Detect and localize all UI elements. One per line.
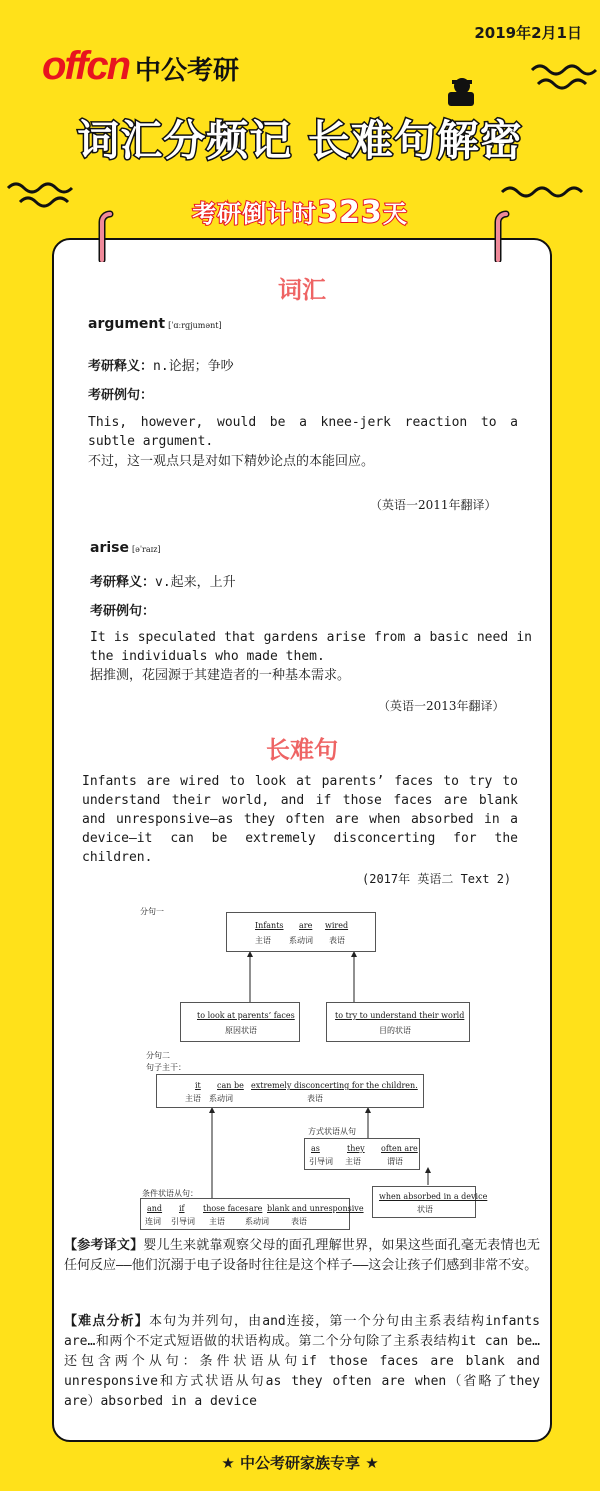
binder-hook-right-icon — [486, 206, 510, 262]
main-clause1-box: Infants are wired 主语 系动词 表语 — [226, 912, 376, 952]
logo-text-en: offcn — [42, 44, 130, 88]
example-label-1: 考研例句： — [88, 388, 154, 403]
vocab-word-text: argument — [88, 316, 166, 332]
trunk-label: 句子主干： — [146, 1063, 186, 1072]
squiggle-decoration-top-right — [530, 60, 600, 90]
footer-slogan: ★ 中公考研家族专享 ★ — [221, 1454, 379, 1472]
clause1-label: 分句一 — [140, 907, 164, 916]
example-cn-1: 不过，这一观点只是对如下精妙论点的本能回应。 — [88, 454, 375, 469]
difficulty-analysis — [64, 1312, 540, 1412]
vocab-section-title: 词汇 — [278, 276, 326, 304]
offcn-logo — [42, 44, 239, 89]
long-sentence-text: Infants are wired to look at parents’ faces to try to understand their world, and if those faces are blank and unresponsive—as they often are when absorbed in a device—it can be extremely disconcerting for the children. — [82, 774, 518, 865]
main-clause2-box: it can be extremely disconcerting for the children. 主语 系动词 表语 — [156, 1074, 424, 1108]
vocab-word-2 — [90, 540, 161, 556]
vocab-meaning-2 — [90, 571, 236, 590]
vocab-word-text: arise — [90, 540, 129, 556]
condition-clause-label: 条件状语从句： — [142, 1189, 198, 1198]
sentence-section-title: 长难句 — [266, 736, 338, 764]
analysis-text: 本句为并列句，由and连接，第一个分句由主系表结构infants are…和两个不定式短语做的状语构成。第二个分句除了主系表结构it can be… 还包含两个从句：条件状语从句if those faces are blank and unresponsive和方式状语从句as they often are when（省略了they are）absorbed in a device — [64, 1314, 540, 1409]
example-cn-2: 据推测，花园源于其建造者的一种基本需求。 — [90, 668, 351, 683]
example-en-2: It is speculated that gardens arise from a basic need in the individuals who made them. — [90, 630, 532, 664]
countdown-suffix: 天 — [382, 200, 408, 228]
headline-title: 词汇分频记 长难句解密 — [77, 116, 523, 165]
adv-reason-box: to look at parents’ faces 原因状语 — [180, 1002, 300, 1042]
sentence-structure-diagram — [138, 902, 488, 1232]
vocab-phonetic: [əˈraɪz] — [131, 545, 161, 554]
manner-clause-label: 方式状语从句 — [308, 1127, 356, 1136]
mascot-icon — [440, 72, 480, 112]
meaning-label: 考研释义： — [88, 359, 154, 374]
condition-clause-box: and if those faces are blank and unresponsive 连词 引导词 主语 系动词 表语 — [140, 1198, 350, 1230]
meaning-label: 考研释义： — [90, 575, 156, 590]
analysis-tag: 【难点分析】 — [64, 1314, 149, 1329]
example-en-1: This, however, would be a knee-jerk reaction to a subtle argument. — [88, 415, 518, 449]
meaning-text: v.起来，上升 — [155, 575, 236, 590]
adverbial-box: when absorbed in a device 状语 — [372, 1186, 476, 1218]
meaning-text: n.论据；争吵 — [153, 359, 234, 374]
manner-clause-box: as they often are 引导词 主语 谓语 — [304, 1138, 420, 1170]
countdown-prefix: 考研倒计时 — [192, 200, 318, 228]
clause2-label: 分句二 — [146, 1051, 170, 1060]
vocab-phonetic: [ˈɑːrɡjumənt] — [168, 321, 222, 330]
sentence-source: (2017年 英语二 Text 2) — [362, 872, 512, 886]
source-2: （英语一2013年翻译） — [378, 699, 505, 713]
date-label: 2019年2月1日 — [474, 24, 582, 42]
reference-translation — [64, 1236, 540, 1276]
example-label-2: 考研例句： — [90, 604, 156, 619]
vocab-word-1 — [88, 316, 222, 332]
binder-hook-left-icon — [90, 206, 114, 262]
source-1: （英语一2011年翻译） — [370, 498, 497, 512]
vocab-meaning-1 — [88, 355, 234, 374]
countdown-number: 323 — [317, 195, 383, 230]
logo-text-cn: 中公考研 — [135, 56, 240, 86]
adv-purpose-box: to try to understand their world 目的状语 — [326, 1002, 470, 1042]
translation-tag: 【参考译文】 — [64, 1238, 144, 1253]
translation-text: 婴儿生来就靠观察父母的面孔理解世界，如果这些面孔毫无表情也无任何反应——他们沉溺于电子设备时往往是这个样子——这会让孩子们感到非常不安。 — [64, 1238, 540, 1273]
